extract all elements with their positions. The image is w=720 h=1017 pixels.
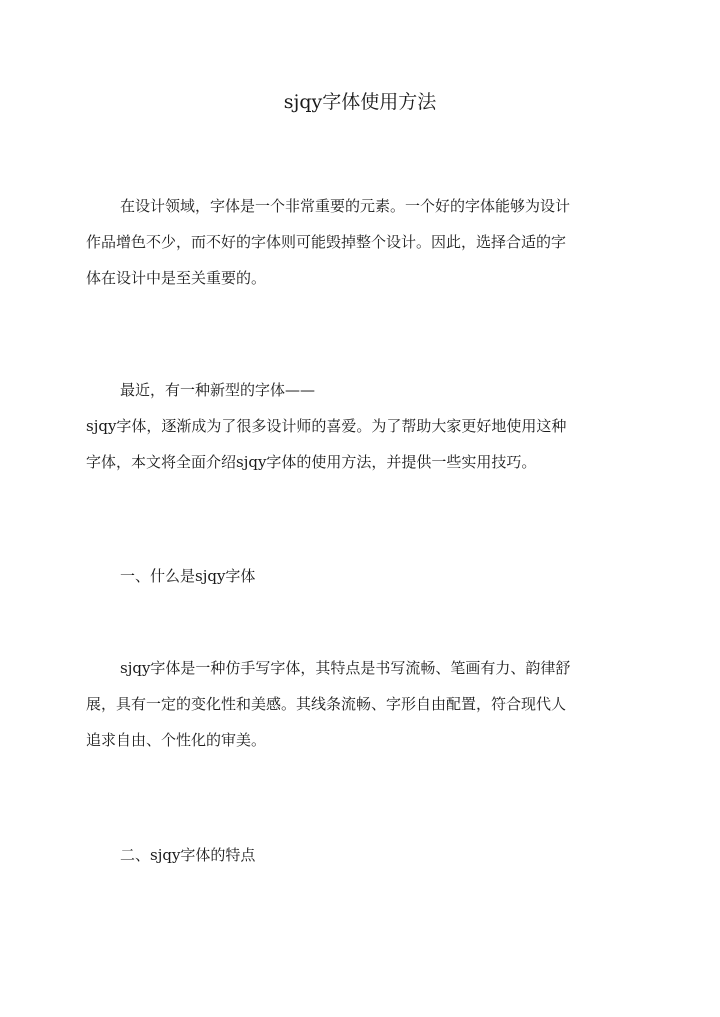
paragraph-line: 展，具有一定的变化性和美感。其线条流畅、字形自由配置，符合现代人 (86, 695, 567, 713)
paragraph-section-1 (86, 650, 632, 758)
paragraph-line: 字体，本文将全面介绍sjqy字体的使用方法，并提供一些实用技巧。 (86, 453, 537, 471)
paragraph-line: sjqy字体是一种仿手写字体，其特点是书写流畅、笔画有力、韵律舒 (120, 659, 571, 677)
section-heading-text: 二、sjqy字体的特点 (120, 846, 256, 864)
paragraph-line: 追求自由、个性化的审美。 (86, 731, 267, 749)
document-title: sjqy字体使用方法 (283, 91, 437, 113)
section-heading-1 (86, 558, 632, 594)
paragraph-intro-2 (86, 372, 632, 480)
paragraph-line: 作品增色不少，而不好的字体则可能毁掉整个设计。因此，选择合适的字 (86, 233, 567, 251)
paragraph-line: 体在设计中是至关重要的。 (86, 269, 267, 287)
paragraph-line: 在设计领域，字体是一个非常重要的元素。一个好的字体能够为设计 (120, 197, 571, 215)
paragraph-line: 最近，有一种新型的字体—— (120, 381, 316, 399)
paragraph-intro (86, 188, 632, 296)
section-heading-2 (86, 837, 632, 873)
section-heading-text: 一、什么是sjqy字体 (120, 567, 256, 585)
paragraph-line: sjqy字体，逐渐成为了很多设计师的喜爱。为了帮助大家更好地使用这种 (86, 417, 567, 435)
